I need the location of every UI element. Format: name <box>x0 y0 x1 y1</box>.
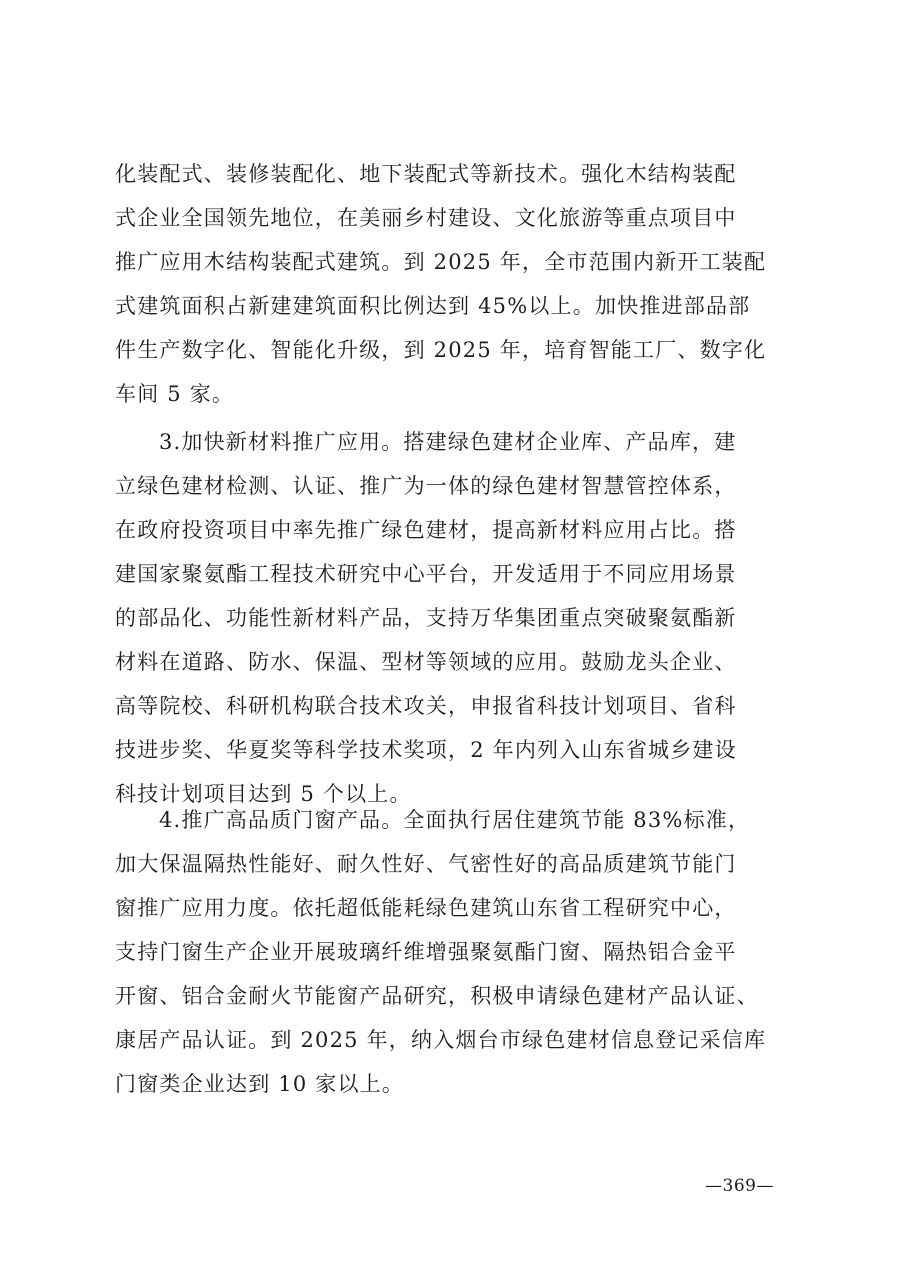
text-line: 件生产数字化、智能化升级，到 2025 年，培育智能工厂、数字化 <box>115 338 767 362</box>
text-line: 立绿色建材检测、认证、推广为一体的绿色建材智慧管控体系， <box>115 474 737 498</box>
text-line: 高等院校、科研机构联合技术攻关，申报省科技计划项目、省科 <box>115 694 737 718</box>
text-line: 技进步奖、华夏奖等科学技术奖项，2 年内列入山东省城乡建设 <box>115 738 737 762</box>
text-line: 式建筑面积占新建建筑面积比例达到 45%以上。加快推进部品部 <box>115 294 751 318</box>
paragraph-window-products <box>115 798 789 1106</box>
text-line: 门窗类企业达到 10 家以上。 <box>115 1072 405 1096</box>
text-line: 化装配式、装修装配化、地下装配式等新技术。强化木结构装配 <box>115 162 737 186</box>
text-line: 4.推广高品质门窗产品。全面执行居住建筑节能 83%标准， <box>159 808 751 832</box>
text-line: 开窗、铝合金耐火节能窗产品研究，积极申请绿色建材产品认证、 <box>115 984 759 1008</box>
text-line: 康居产品认证。到 2025 年，纳入烟台市绿色建材信息登记采信库 <box>115 1028 767 1052</box>
text-line: 建国家聚氨酯工程技术研究中心平台，开发适用于不同应用场景 <box>115 562 737 586</box>
text-line: 支持门窗生产企业开展玻璃纤维增强聚氨酯门窗、隔热铝合金平 <box>115 940 737 964</box>
text-line: 在政府投资项目中率先推广绿色建材，提高新材料应用占比。搭 <box>115 518 737 542</box>
text-line: 推广应用木结构装配式建筑。到 2025 年，全市范围内新开工装配 <box>115 250 767 274</box>
text-line: 窗推广应用力度。依托超低能耗绿色建筑山东省工程研究中心， <box>115 896 737 920</box>
paragraph-prefab-construction <box>115 152 789 416</box>
page-number: —369— <box>705 1176 774 1196</box>
text-line: 科技计划项目达到 5 个以上。 <box>115 782 412 806</box>
text-line: 车间 5 家。 <box>115 382 235 406</box>
text-line: 的部品化、功能性新材料产品，支持万华集团重点突破聚氨酯新 <box>115 606 737 630</box>
text-line: 式企业全国领先地位，在美丽乡村建设、文化旅游等重点项目中 <box>115 206 737 230</box>
text-line: 加大保温隔热性能好、耐久性好、气密性好的高品质建筑节能门 <box>115 852 737 876</box>
text-line: 材料在道路、防水、保温、型材等领域的应用。鼓励龙头企业、 <box>115 650 737 674</box>
text-line: 3.加快新材料推广应用。搭建绿色建材企业库、产品库，建 <box>159 430 737 454</box>
paragraph-new-materials <box>115 420 789 816</box>
